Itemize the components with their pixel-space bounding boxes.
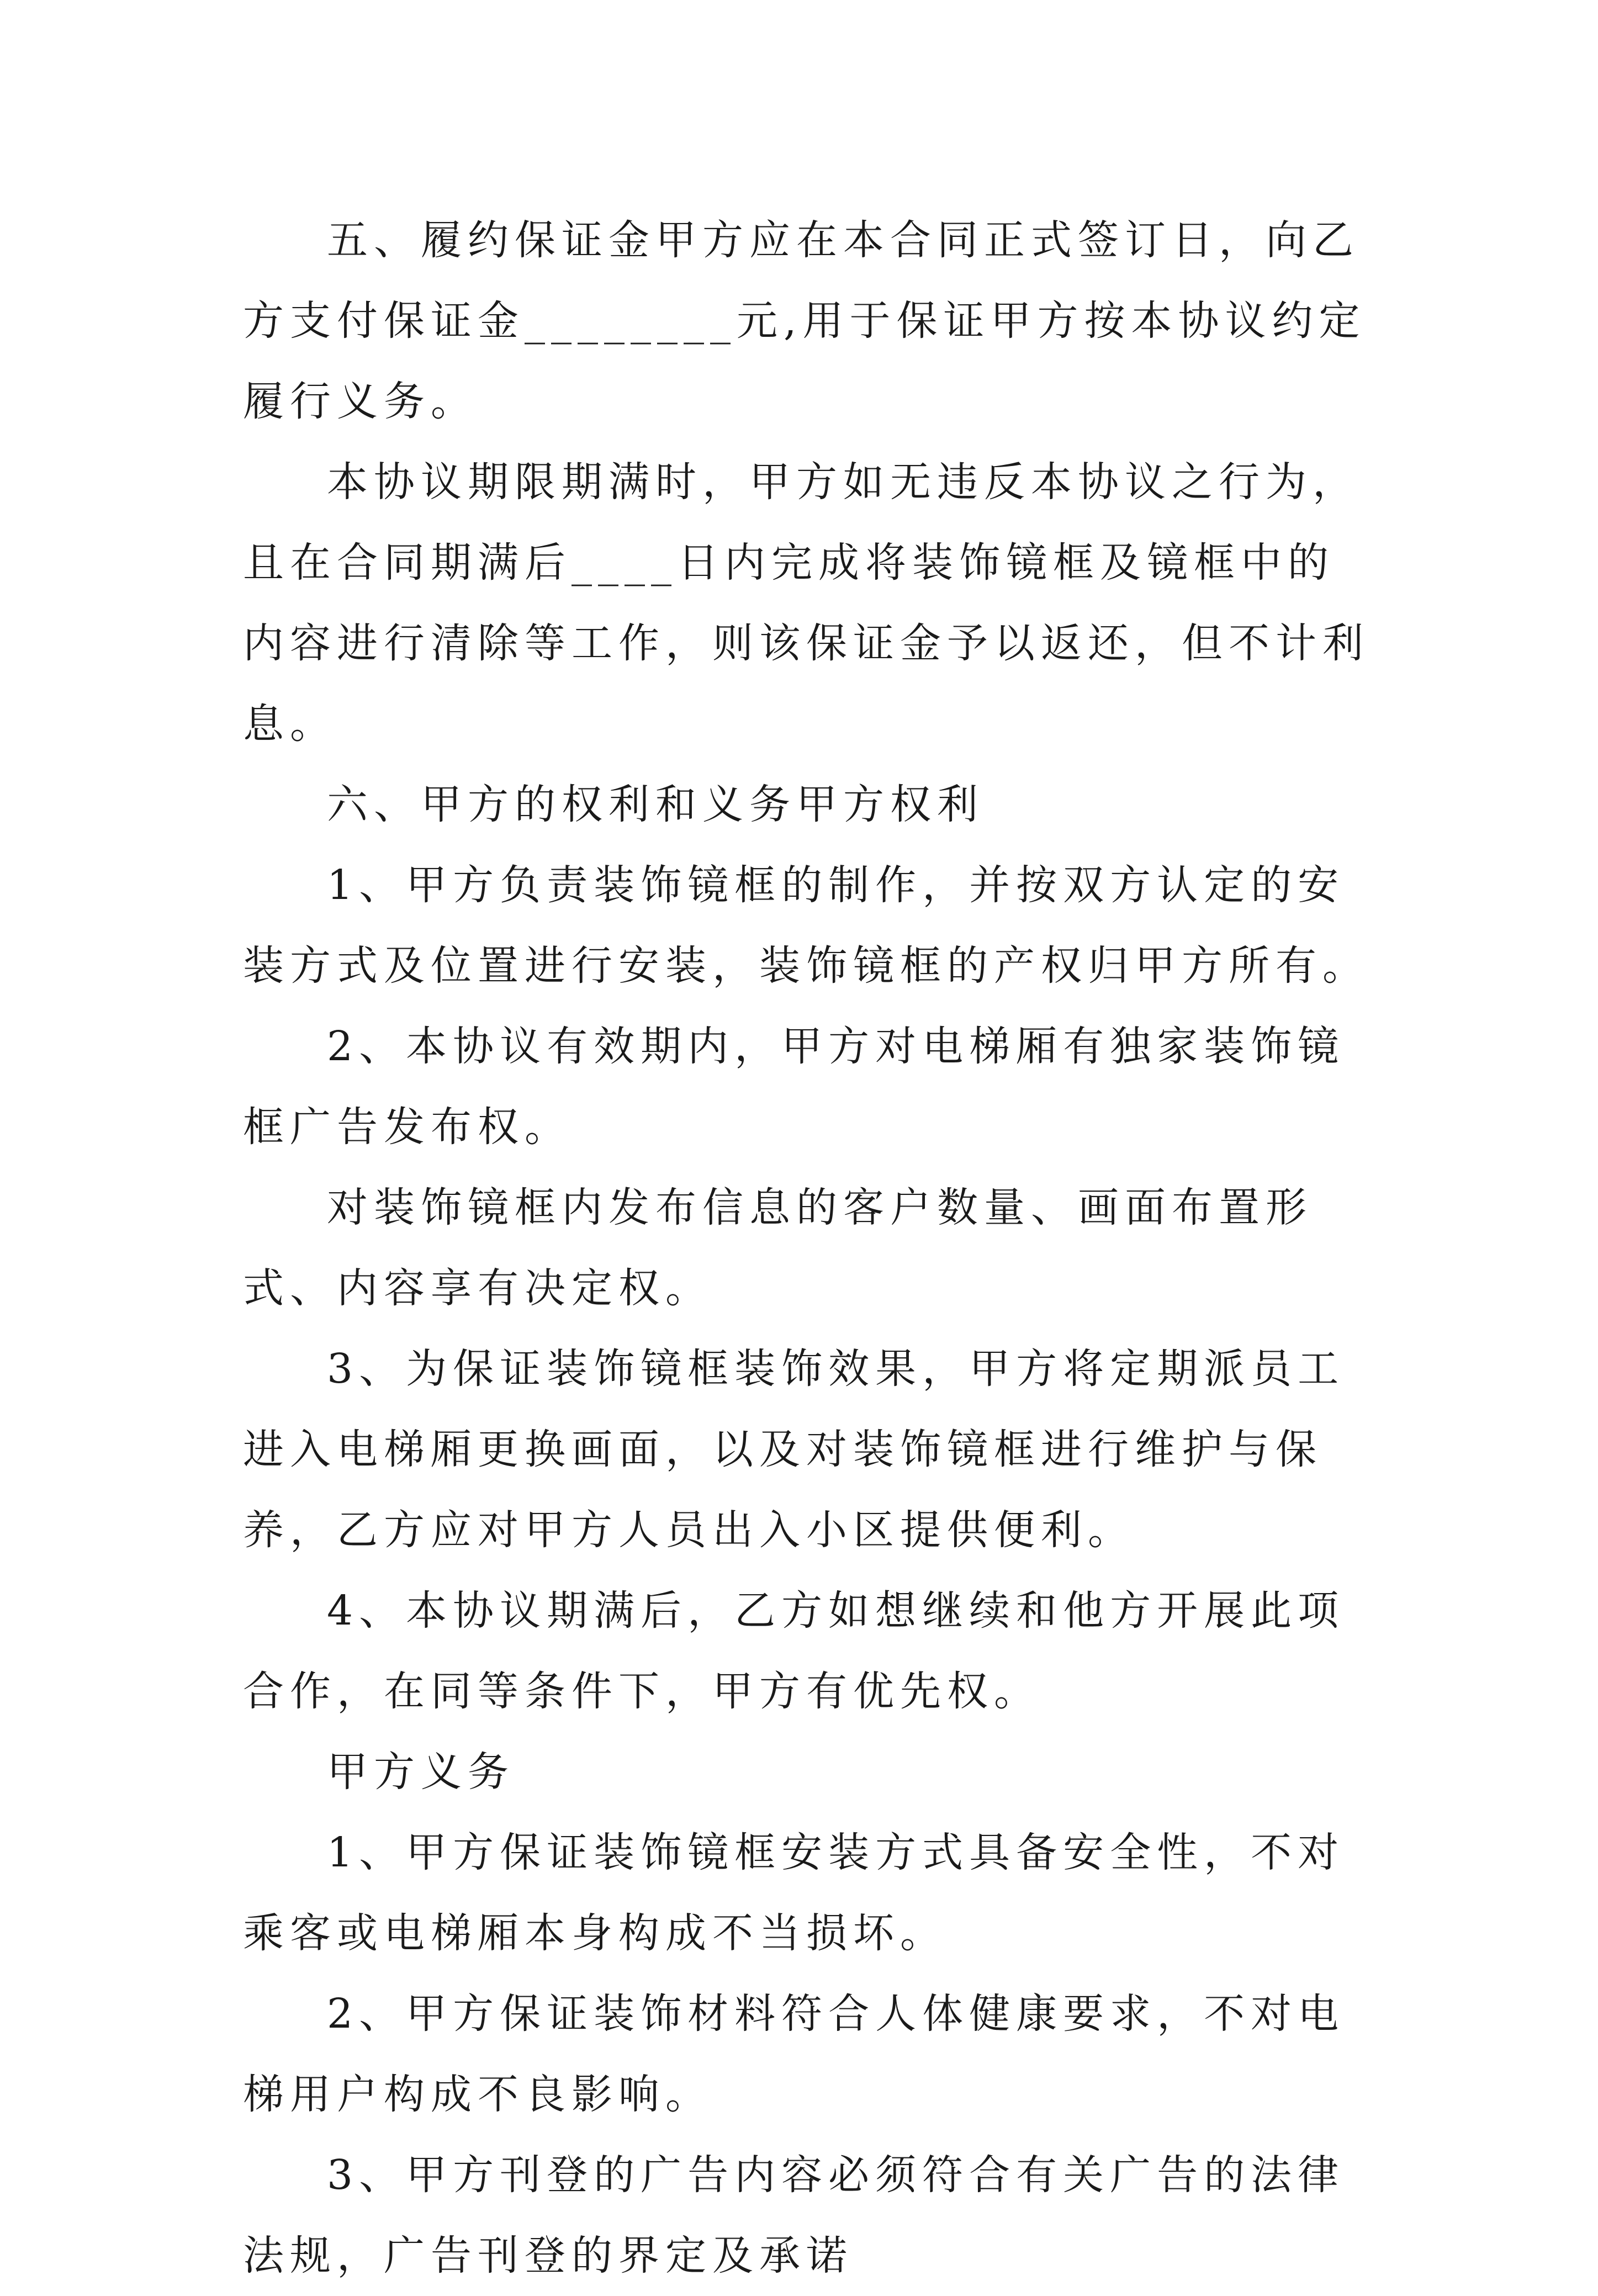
paragraph-deposit-return: 本协议期限期满时，甲方如无违反本协议之行为，且在合同期满后____日内完成将装饰镜框及镜框中的内容进行清除等工作，则该保证金予以返还，但不计利息。	[243, 458, 1369, 748]
paragraph-right-3: 3、为保证装饰镜框装饰效果，甲方将定期派员工进入电梯厢更换画面，以及对装饰镜框进行维护与保养，乙方应对甲方人员出入小区提供便利。	[243, 1345, 1345, 1554]
paragraph-right-2: 2、本协议有效期内，甲方对电梯厢有独家装饰镜框广告发布权。	[243, 1023, 1345, 1151]
section-heading-party-a-rights: 六、甲方的权利和义务甲方权利	[327, 781, 984, 828]
document-body	[243, 200, 1369, 2296]
paragraph-obligation-3: 3、甲方刊登的广告内容必须符合有关广告的法律法规，广告刊登的界定及承诺	[243, 2151, 1345, 2279]
paragraph-deposit: 五、履约保证金甲方应在本合同正式签订日，向乙方支付保证金________元,用于保证甲方按本协议约定履行义务。	[243, 216, 1366, 425]
paragraph-right-4: 4、本协议期满后，乙方如想继续和他方开展此项合作，在同等条件下，甲方有优先权。	[243, 1587, 1345, 1715]
paragraph-right-1: 1、甲方负责装饰镜框的制作，并按双方认定的安装方式及位置进行安装，装饰镜框的产权归甲方所有。	[243, 861, 1369, 990]
paragraph-obligation-2: 2、甲方保证装饰材料符合人体健康要求，不对电梯用户构成不良影响。	[243, 1990, 1345, 2118]
paragraph-obligation-1: 1、甲方保证装饰镜框安装方式具备安全性，不对乘客或电梯厢本身构成不当损坏。	[243, 1829, 1345, 1957]
subheading-party-a-obligations: 甲方义务	[327, 1748, 515, 1796]
paragraph-right-2-detail: 对装饰镜框内发布信息的客户数量、画面布置形式、内容享有决定权。	[243, 1184, 1313, 1312]
